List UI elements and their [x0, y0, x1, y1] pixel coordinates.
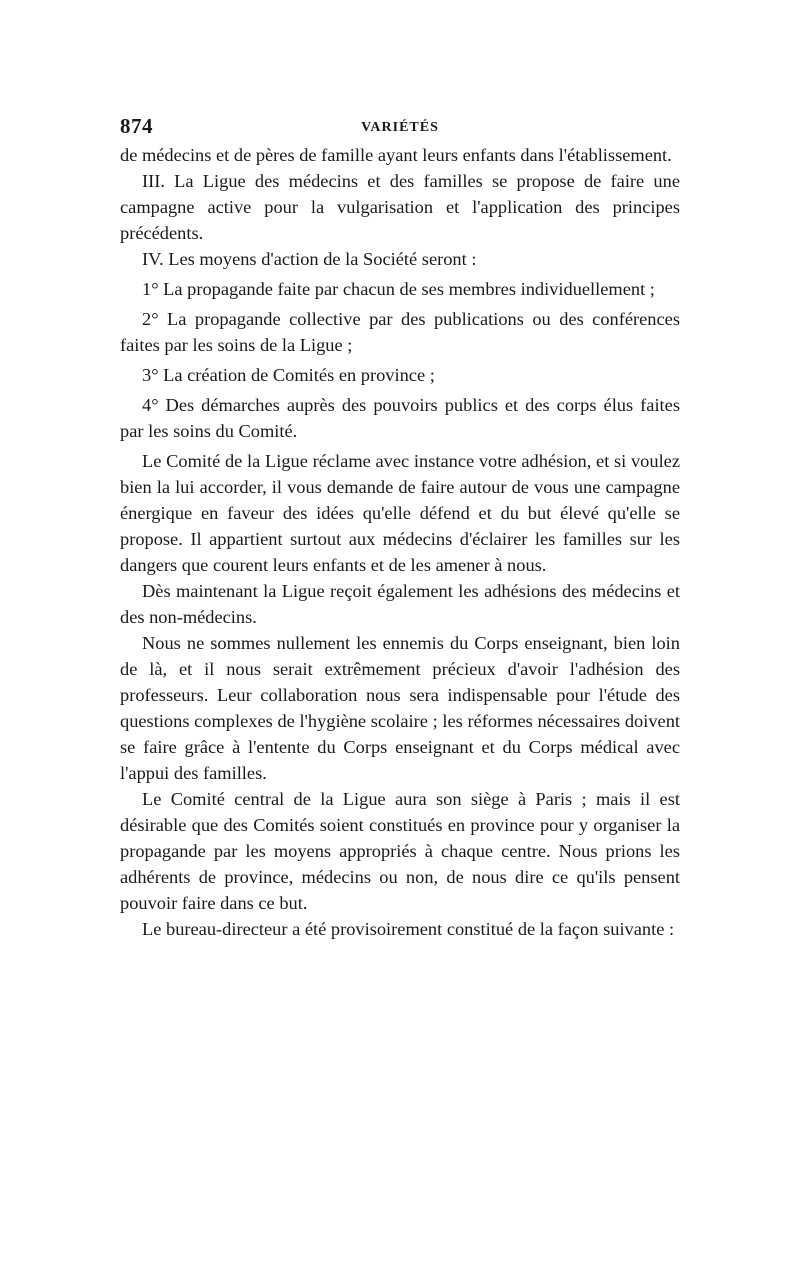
- paragraph-comite-central: Le Comité central de la Ligue aura son siège à Paris ; mais il est désirable que des Comités soient constitués en province pour y organiser la propagande par les moyens appropriés à chaque centre. Nous prions les adhérents de province, médecins ou non, de nous dire ce qu'ils pensent pouvoir faire dans ce but.: [120, 789, 680, 913]
- paragraph-article-iii: III. La Ligue des médecins et des familles se propose de faire une campagne active pour la vulgarisation et l'application des principes précédents.: [120, 171, 680, 243]
- document-page: [120, 108, 680, 942]
- body-text: [120, 142, 680, 942]
- paragraph-adhesions: Dès maintenant la Ligue reçoit également les adhésions des médecins et des non-médecins.: [120, 581, 680, 627]
- paragraph-bureau-directeur: Le bureau-directeur a été provisoirement constitué de la façon suivante :: [142, 919, 675, 939]
- page-number: 874: [120, 114, 153, 138]
- running-title: VARIÉTÉS: [361, 120, 439, 135]
- list-item-2: 2° La propagande collective par des publications ou des conférences faites par les soins de la Ligue ;: [120, 309, 680, 355]
- paragraph-continuation: de médecins et de pères de famille ayant leurs enfants dans l'établissement.: [120, 145, 672, 165]
- paragraph-comite-adhesion: Le Comité de la Ligue réclame avec instance votre adhésion, et si voulez bien la lui accorder, il vous demande de faire autour de vous une campagne énergique en faveur des idées qu'elle défend et du but élevé qu'elle se propose. Il appartient surtout aux médecins d'éclairer les familles sur les dangers que courent leurs enfants et de les amener à nous.: [120, 451, 680, 575]
- running-head: [120, 108, 680, 142]
- list-item-1: 1° La propagande faite par chacun de ses membres individuellement ;: [142, 279, 655, 299]
- list-item-3: 3° La création de Comités en province ;: [142, 365, 435, 385]
- paragraph-corps-enseignant: Nous ne sommes nullement les ennemis du Corps enseignant, bien loin de là, et il nous serait extrêmement précieux d'avoir l'adhésion des professeurs. Leur collaboration nous sera indispensable pour l'étude des questions complexes de l'hygiène scolaire ; les réformes nécessaires doivent se faire grâce à l'entente du Corps enseignant et du Corps médical avec l'appui des familles.: [120, 633, 680, 783]
- paragraph-article-iv: IV. Les moyens d'action de la Société seront :: [142, 249, 477, 269]
- list-item-4: 4° Des démarches auprès des pouvoirs publics et des corps élus faites par les soins du Comité.: [120, 395, 680, 441]
